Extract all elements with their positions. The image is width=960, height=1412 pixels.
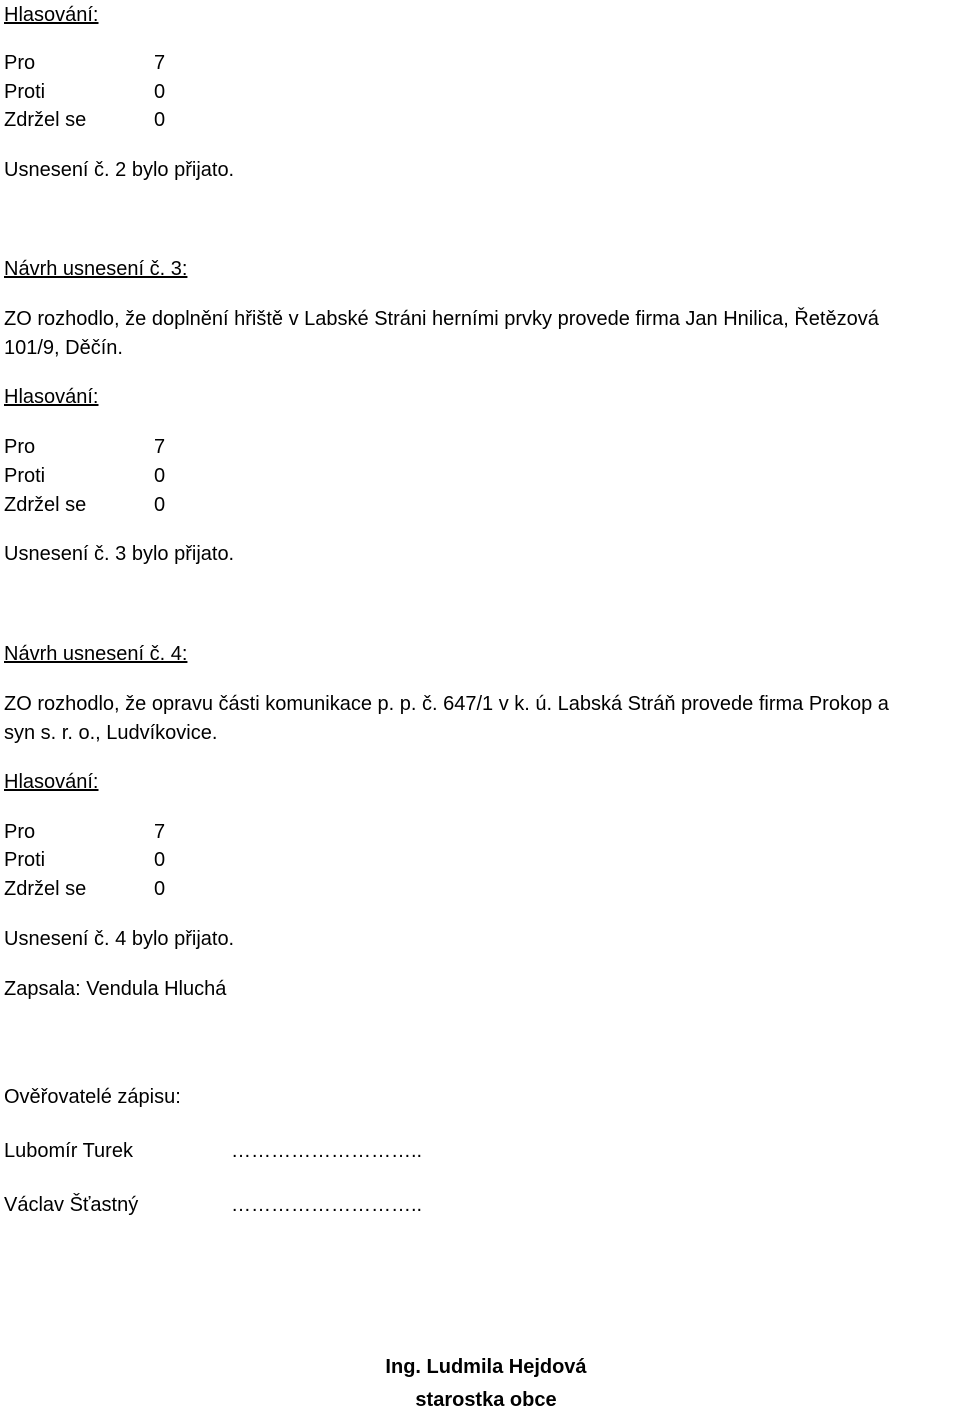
vote-row-abstain (4, 493, 165, 517)
verifier-name: Lubomír Turek (4, 1140, 133, 1162)
vote-count: 7 (154, 821, 166, 843)
recorder-line: Zapsala: Vendula Hluchá (4, 978, 227, 1000)
vote-row-proti (4, 80, 165, 104)
signature-line: ……………………….. (231, 1194, 423, 1216)
vote-row-pro (4, 51, 165, 75)
proposal-text-line: syn s. r. o., Ludvíkovice. (4, 722, 218, 744)
resolution-result: Usnesení č. 3 bylo přijato. (4, 543, 235, 565)
proposal-text-line: ZO rozhodlo, že doplnění hřiště v Labské Stráni herními prvky provede firma Jan Hnilica, Řetězová (4, 308, 879, 330)
vote-row-pro (4, 435, 165, 459)
vote-label: Proti (4, 849, 46, 871)
vote-label: Proti (4, 81, 46, 103)
vote-count: 0 (154, 81, 166, 103)
vote-label: Proti (4, 465, 46, 487)
vote-count: 0 (154, 494, 166, 516)
vote-label: Zdržel se (4, 109, 87, 131)
vote-label: Pro (4, 52, 36, 74)
verifier-name: Václav Šťastný (4, 1194, 139, 1216)
vote-row-proti (4, 848, 165, 872)
signatory-role: starostka obce (415, 1389, 557, 1411)
vote-count: 7 (154, 52, 166, 74)
signature-line: ……………………….. (231, 1140, 423, 1162)
vote-row-pro (4, 820, 165, 844)
proposal-text-line: 101/9, Děčín. (4, 337, 123, 359)
vote-label: Pro (4, 821, 36, 843)
vote-count: 7 (154, 436, 166, 458)
resolution-result: Usnesení č. 2 bylo přijato. (4, 159, 235, 181)
vote-label: Zdržel se (4, 494, 87, 516)
proposal-title: Návrh usnesení č. 3: (4, 258, 188, 280)
signatory-name: Ing. Ludmila Hejdová (385, 1356, 587, 1378)
vote-row-proti (4, 464, 165, 488)
vote-count: 0 (154, 849, 166, 871)
resolution-result: Usnesení č. 4 bylo přijato. (4, 928, 235, 950)
vote-label: Pro (4, 436, 36, 458)
verifiers-title: Ověřovatelé zápisu: (4, 1086, 181, 1108)
proposal-title: Návrh usnesení č. 4: (4, 643, 188, 665)
voting-heading: Hlasování: (4, 4, 99, 26)
vote-label: Zdržel se (4, 878, 87, 900)
vote-count: 0 (154, 465, 166, 487)
proposal-text-line: ZO rozhodlo, že opravu části komunikace p. p. č. 647/1 v k. ú. Labská Stráň provede firma Prokop a (4, 693, 889, 715)
voting-heading: Hlasování: (4, 386, 99, 408)
vote-count: 0 (154, 878, 166, 900)
vote-count: 0 (154, 109, 166, 131)
vote-row-abstain (4, 877, 165, 901)
vote-row-abstain (4, 108, 165, 132)
voting-heading: Hlasování: (4, 771, 99, 793)
